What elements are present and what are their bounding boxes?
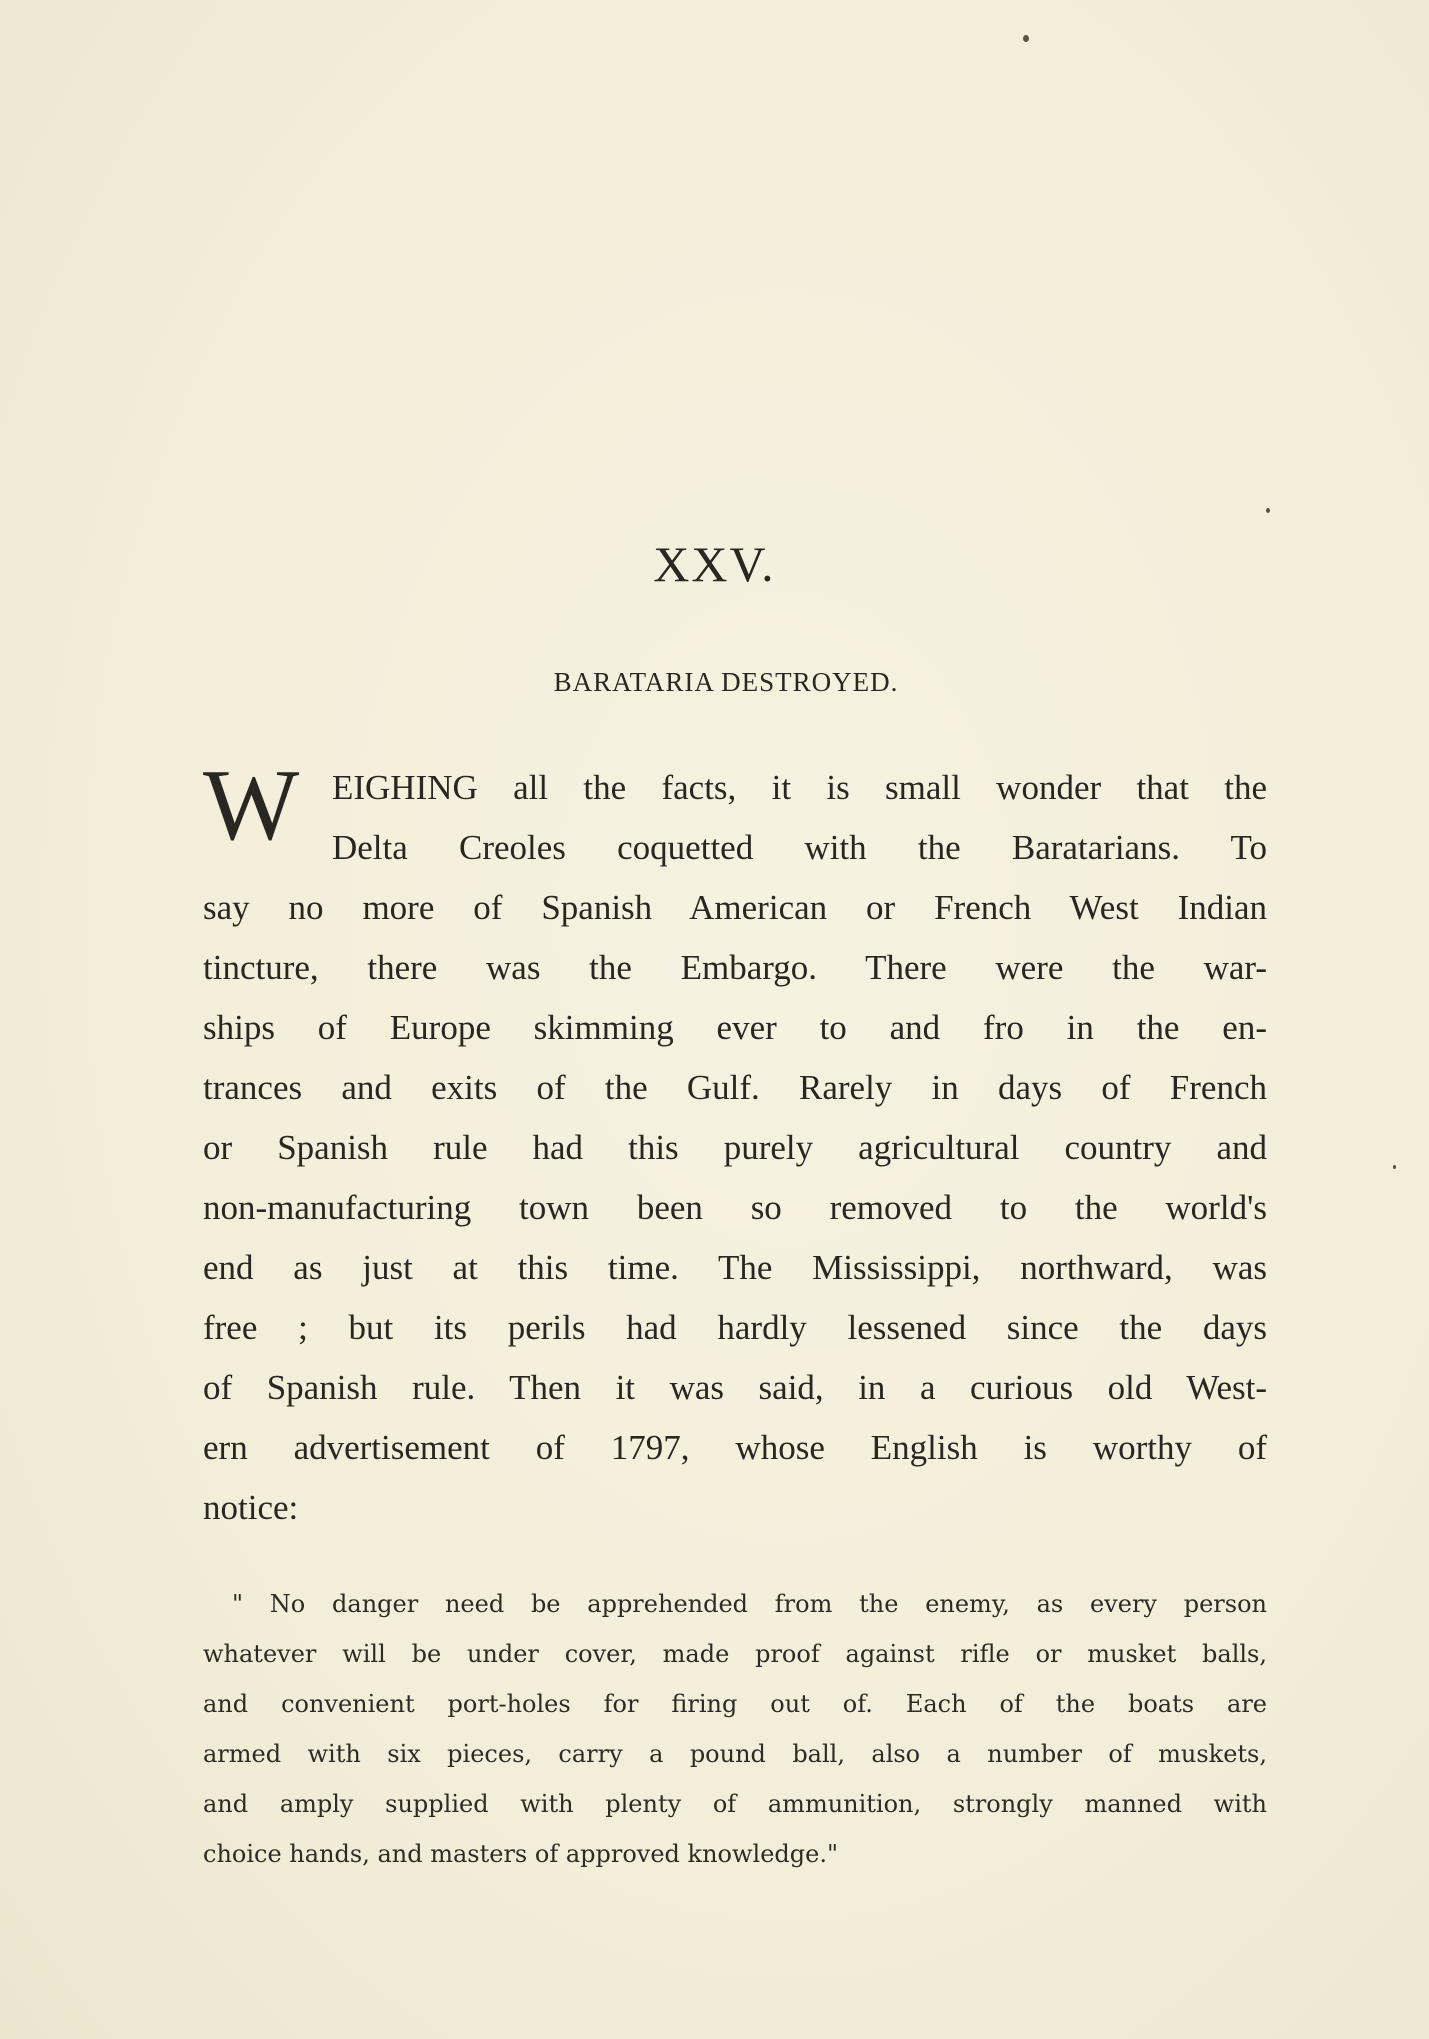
chapter-number: XXV. bbox=[653, 536, 776, 592]
body-line: of Spanish rule. Then it was said, in a curious old West- bbox=[203, 1368, 1267, 1407]
body-line: notice: bbox=[203, 1488, 299, 1527]
quote-line: armed with six pieces, carry a pound ball, also a number of muskets, bbox=[203, 1740, 1267, 1768]
body-line: end as just at this time. The Mississippi, northward, was bbox=[203, 1248, 1267, 1287]
print-speck bbox=[1266, 508, 1270, 513]
drop-cap: W bbox=[203, 749, 300, 862]
quote-line: " No danger need be apprehended from the enemy, as every person bbox=[232, 1590, 1267, 1618]
body-line: ern advertisement of 1797, whose English is worthy of bbox=[203, 1428, 1267, 1467]
body-line: or Spanish rule had this purely agricultural country and bbox=[203, 1128, 1267, 1167]
body-line: ships of Europe skimming ever to and fro in the en- bbox=[203, 1008, 1267, 1047]
quote-line: and amply supplied with plenty of ammunition, strongly manned with bbox=[203, 1790, 1267, 1818]
body-line: EIGHING all the facts, it is small wonder that the bbox=[332, 768, 1267, 807]
body-line: free ; but its perils had hardly lessened since the days bbox=[203, 1308, 1267, 1347]
body-line: trances and exits of the Gulf. Rarely in days of French bbox=[203, 1068, 1267, 1107]
body-line: say no more of Spanish American or French West Indian bbox=[203, 888, 1267, 927]
print-speck bbox=[1393, 1165, 1396, 1169]
body-line: non-manufacturing town been so removed to the world's bbox=[203, 1188, 1267, 1227]
body-line: tincture, there was the Embargo. There were the war- bbox=[203, 948, 1267, 987]
quote-line: and convenient port-holes for firing out of. Each of the boats are bbox=[203, 1690, 1267, 1718]
body-line: Delta Creoles coquetted with the Baratarians. To bbox=[332, 828, 1267, 867]
print-speck bbox=[1023, 35, 1029, 42]
chapter-title: BARATARIA DESTROYED. bbox=[553, 667, 899, 697]
quote-line: whatever will be under cover, made proof against rifle or musket balls, bbox=[203, 1640, 1267, 1668]
quote-line: choice hands, and masters of approved knowledge." bbox=[203, 1840, 839, 1868]
